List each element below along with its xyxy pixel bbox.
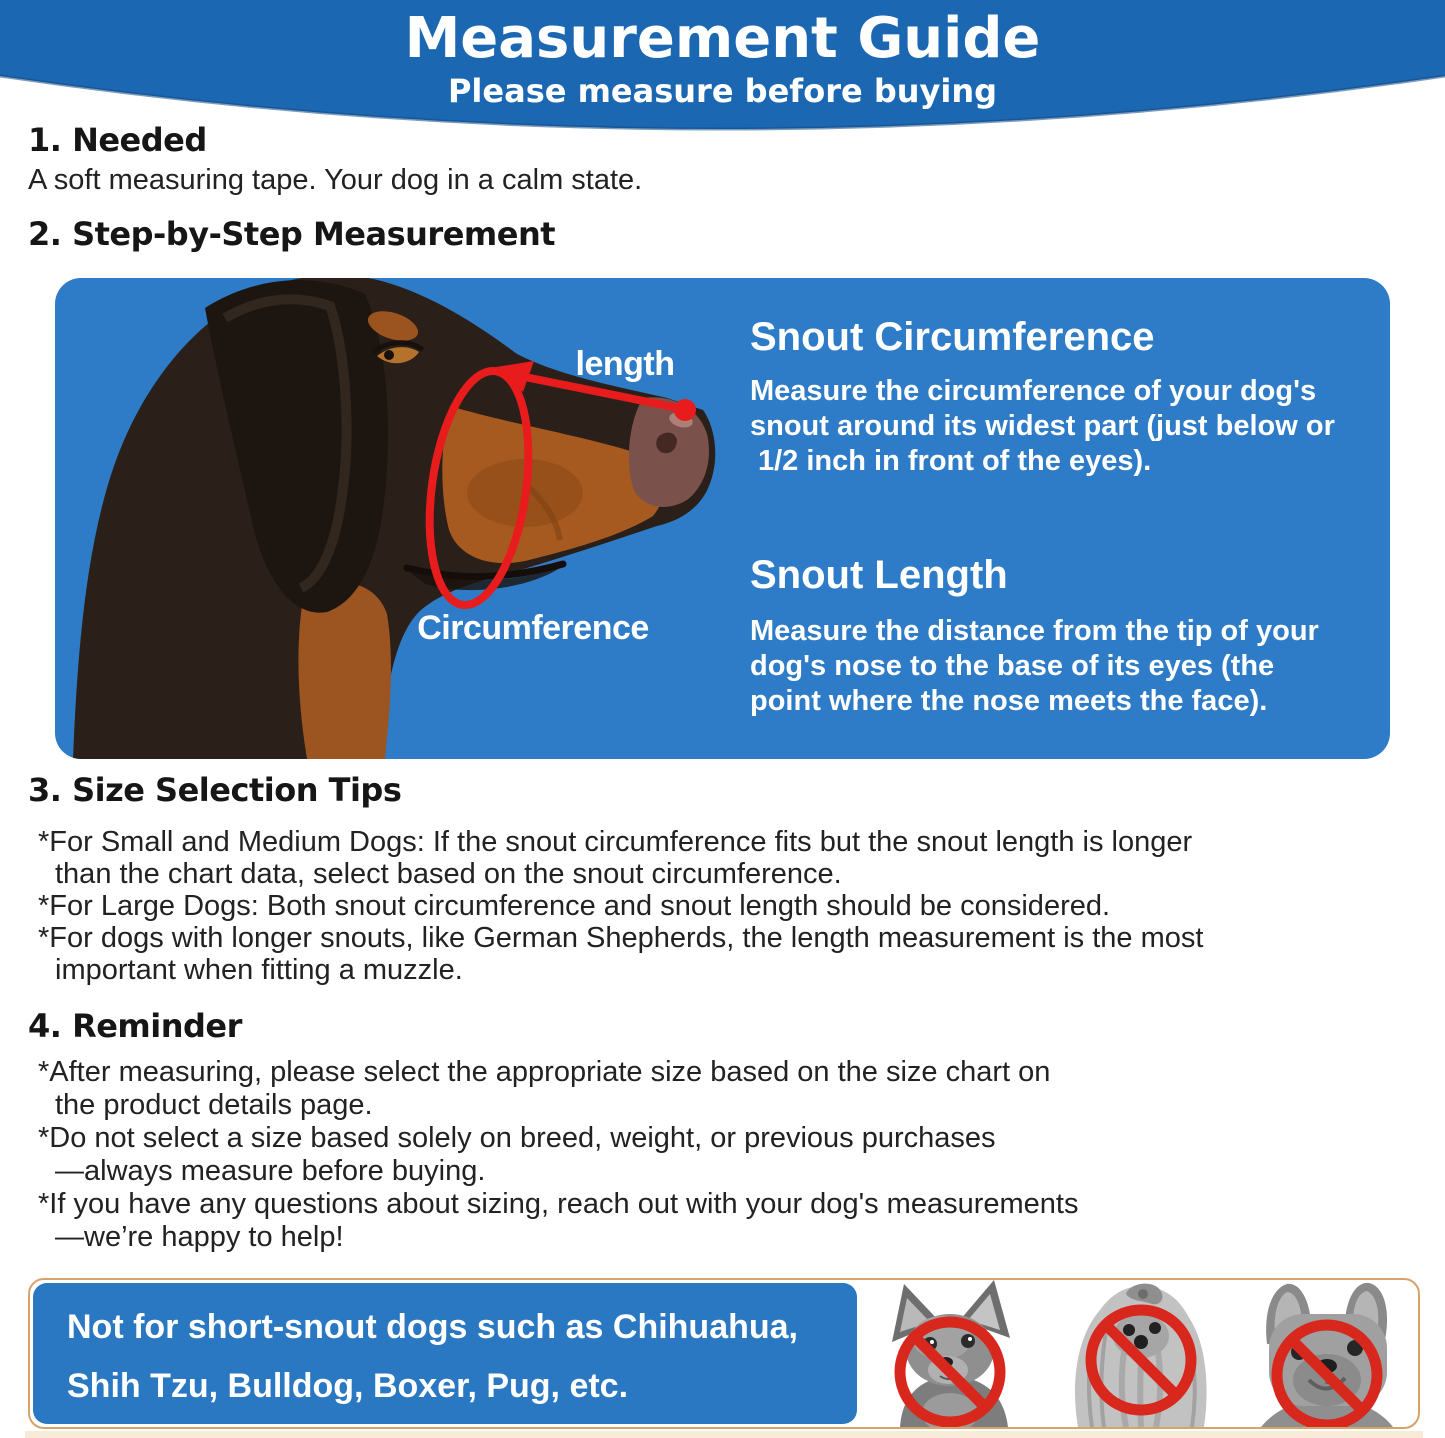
short-snout-warning-box [28,1278,1420,1429]
reminder-line: *Do not select a size based solely on breed, weight, or previous purchases [38,1122,996,1154]
tip-line: important when fitting a muzzle. [55,954,463,986]
snout-circumference-heading: Snout Circumference [750,315,1155,359]
measurement-diagram-panel [55,278,1390,759]
shih-tzu-photo [1048,1280,1233,1427]
reminder-heading: 4. Reminder [28,1007,242,1045]
length-label: length [575,345,675,383]
page-subtitle: Please measure before buying [447,72,998,110]
tips-heading: 3. Size Selection Tips [28,771,402,809]
reminder-list [38,1056,1078,1254]
tip-line: *For dogs with longer snouts, like German Shepherds, the length measurement is the most [38,922,1204,954]
reminder-line: *If you have any questions about sizing, reach out with your dog's measurements [38,1188,1079,1220]
warning-line: Not for short-snout dogs such as Chihuahua, [67,1308,798,1346]
snout-circumference-body: Measure the circumference of your dog's snout around its widest part (just below or 1/2 inch in front of the eyes). [750,375,1335,477]
tip-line: than the chart data, select based on the snout circumference. [55,858,842,890]
tips-list [38,826,1203,986]
page-title: Measurement Guide [404,6,1041,71]
chihuahua-photo [862,1280,1048,1427]
french-bulldog-photo [1233,1280,1418,1427]
reminder-line: the product details page. [55,1089,373,1121]
steps-heading: 2. Step-by-Step Measurement [28,215,556,253]
needed-body: A soft measuring tape. Your dog in a calm state. [28,164,643,196]
warning-line: Shih Tzu, Bulldog, Boxer, Pug, etc. [67,1367,629,1405]
snout-length-body: Measure the distance from the tip of your dog's nose to the base of its eyes (the point where the nose meets the face). [750,615,1319,717]
tip-line: *For Small and Medium Dogs: If the snout circumference fits but the snout length is longer [38,826,1193,858]
reminder-line: —we’re happy to help! [55,1221,344,1253]
circumference-label: Circumference [417,609,649,647]
needed-heading: 1. Needed [28,121,207,159]
bottom-edge-strip [25,1431,1423,1438]
warning-text-box [33,1283,857,1424]
tip-line: *For Large Dogs: Both snout circumference and snout length should be considered. [38,890,1111,922]
reminder-line: —always measure before buying. [55,1155,486,1187]
snout-length-heading: Snout Length [750,553,1008,597]
banned-breeds-photos [862,1280,1418,1427]
reminder-line: *After measuring, please select the appropriate size based on the size chart on [38,1056,1051,1088]
